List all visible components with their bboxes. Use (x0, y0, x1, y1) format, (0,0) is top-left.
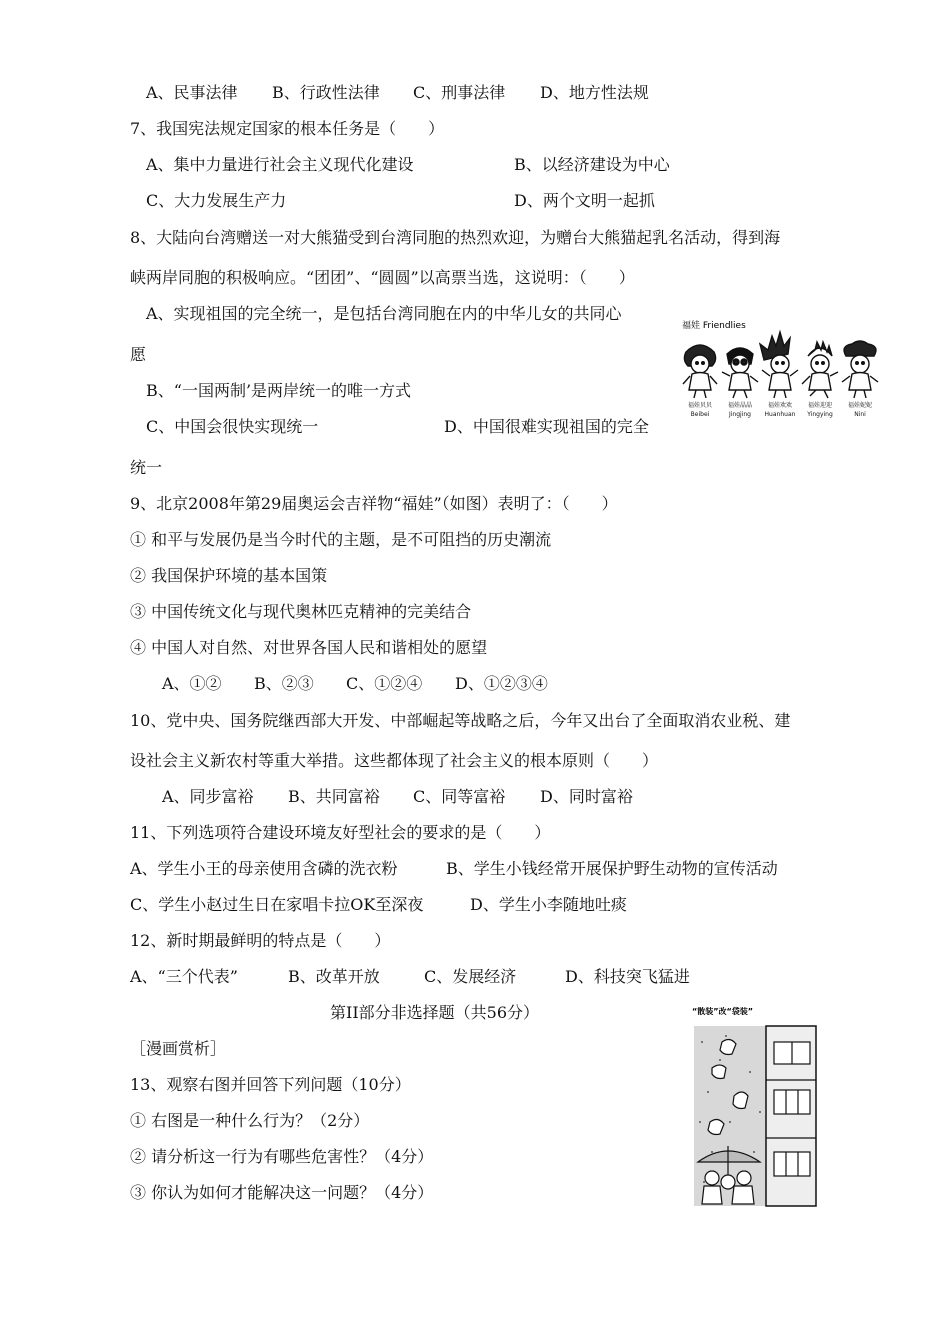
fuwa-name-2: 福娃晶晶 (727, 402, 753, 409)
q12-option-b: B、改革开放 (288, 967, 380, 986)
fuwa-name-en-4: Yingying (807, 411, 833, 418)
q11-option-d: D、学生小李随地吐痰 (470, 895, 627, 914)
q11-option-b: B、学生小钱经常开展保护野生动物的宣传活动 (446, 859, 778, 878)
q11-stem: 11、下列选项符合建设环境友好型社会的要求的是（ ） (130, 823, 551, 842)
litter-cartoon-figure (690, 1002, 820, 1208)
q12-stem: 12、新时期最鲜明的特点是（ ） (130, 931, 391, 950)
q7-option-d: D、两个文明一起抓 (514, 191, 655, 210)
q7-option-b: B、以经济建设为中心 (514, 155, 670, 174)
q8-option-c: C、中国会很快实现统一 (146, 417, 319, 436)
q8-stem-line2: 峡两岸同胞的积极响应。“团团”、“圆圆”以高票当选，这说明：（ ） (130, 268, 635, 287)
q10-stem-line1: 10、党中央、国务院继西部大开发、中部崛起等战略之后，今年又出台了全面取消农业税、建 (130, 711, 791, 730)
fuwa-name-en-3: Huanhuan (764, 411, 796, 418)
q9-option-d: D、①②③④ (455, 674, 548, 693)
part2-title: 第II部分非选择题（共56分） (330, 1003, 540, 1022)
q10-stem-line2: 设社会主义新农村等重大举措。这些都体现了社会主义的根本原则（ ） (130, 751, 659, 770)
q6-option-c: C、刑事法律 (413, 83, 506, 102)
q13-stem: 13、观察右图并回答下列问题（10分） (130, 1075, 411, 1094)
q8-stem-line1: 8、大陆向台湾赠送一对大熊猫受到台湾同胞的热烈欢迎，为赠台大熊猫起乳名活动，得到海 (130, 228, 781, 247)
q9-item-4: ④ 中国人对自然、对世界各国人民和谐相处的愿望 (130, 638, 488, 657)
fuwa-name-en-2: Jingjing (729, 411, 751, 418)
q12-option-a: A、“三个代表” (130, 967, 238, 986)
q9-item-3: ③ 中国传统文化与现代奥林匹克精神的完美结合 (130, 602, 472, 621)
q9-option-a: A、①② (162, 674, 222, 693)
q6-option-d: D、地方性法规 (540, 83, 649, 102)
fuwa-name-en-1: Beibei (690, 411, 710, 418)
fuwa-mascots-figure (678, 318, 882, 418)
fuwa-name-5: 福娃妮妮 (847, 402, 873, 409)
q10-option-c: C、同等富裕 (413, 787, 506, 806)
q13-sub-3: ③ 你认为如何才能解决这一问题？（4分） (130, 1183, 434, 1202)
q7-stem: 7、我国宪法规定国家的根本任务是（ ） (130, 119, 445, 138)
q10-option-b: B、共同富裕 (288, 787, 380, 806)
q9-item-1: ① 和平与发展仍是当今时代的主题，是不可阻挡的历史潮流 (130, 530, 552, 549)
q6-option-a: A、民事法律 (146, 83, 238, 102)
q7-option-c: C、大力发展生产力 (146, 191, 287, 210)
q9-stem: 9、北京2008年第29届奥运会吉祥物“福娃”（如图）表明了：（ ） (130, 494, 618, 513)
q8-option-a-line2: 愿 (130, 345, 147, 364)
section-label: ［漫画赏析］ (130, 1039, 227, 1058)
q6-option-b: B、行政性法律 (272, 83, 380, 102)
q10-option-d: D、同时富裕 (540, 787, 633, 806)
q9-item-2: ② 我国保护环境的基本国策 (130, 566, 328, 585)
fuwa-name-en-5: Nini (854, 411, 866, 418)
q13-sub-1: ① 右图是一种什么行为？（2分） (130, 1111, 370, 1130)
fuwa-name-3: 福娃欢欢 (767, 402, 793, 409)
q12-option-d: D、科技突飞猛进 (565, 967, 690, 986)
q7-option-a: A、集中力量进行社会主义现代化建设 (146, 155, 414, 174)
fuwa-name-4: 福娃迎迎 (807, 402, 833, 409)
q9-option-b: B、②③ (254, 674, 314, 693)
q8-option-d-line2: 统一 (130, 458, 163, 477)
q13-sub-2: ② 请分析这一行为有哪些危害性？（4分） (130, 1147, 434, 1166)
fuwa-caption: 福娃 Friendlies (682, 321, 746, 331)
cartoon-caption: “散装”改“袋装” (692, 1007, 754, 1016)
fuwa-name-1: 福娃贝贝 (687, 402, 713, 409)
q12-option-c: C、发展经济 (424, 967, 517, 986)
q11-option-a: A、学生小王的母亲使用含磷的洗衣粉 (130, 859, 398, 878)
q9-option-c: C、①②④ (346, 674, 423, 693)
q10-option-a: A、同步富裕 (162, 787, 254, 806)
q8-option-a-line1: A、实现祖国的完全统一，是包括台湾同胞在内的中华儿女的共同心 (146, 304, 622, 323)
q11-option-c: C、学生小赵过生日在家唱卡拉OK至深夜 (130, 895, 424, 914)
q8-option-b: B、“一国两制’是两岸统一的唯一方式 (146, 381, 412, 400)
q8-option-d-line1: D、中国很难实现祖国的完全 (444, 417, 649, 436)
